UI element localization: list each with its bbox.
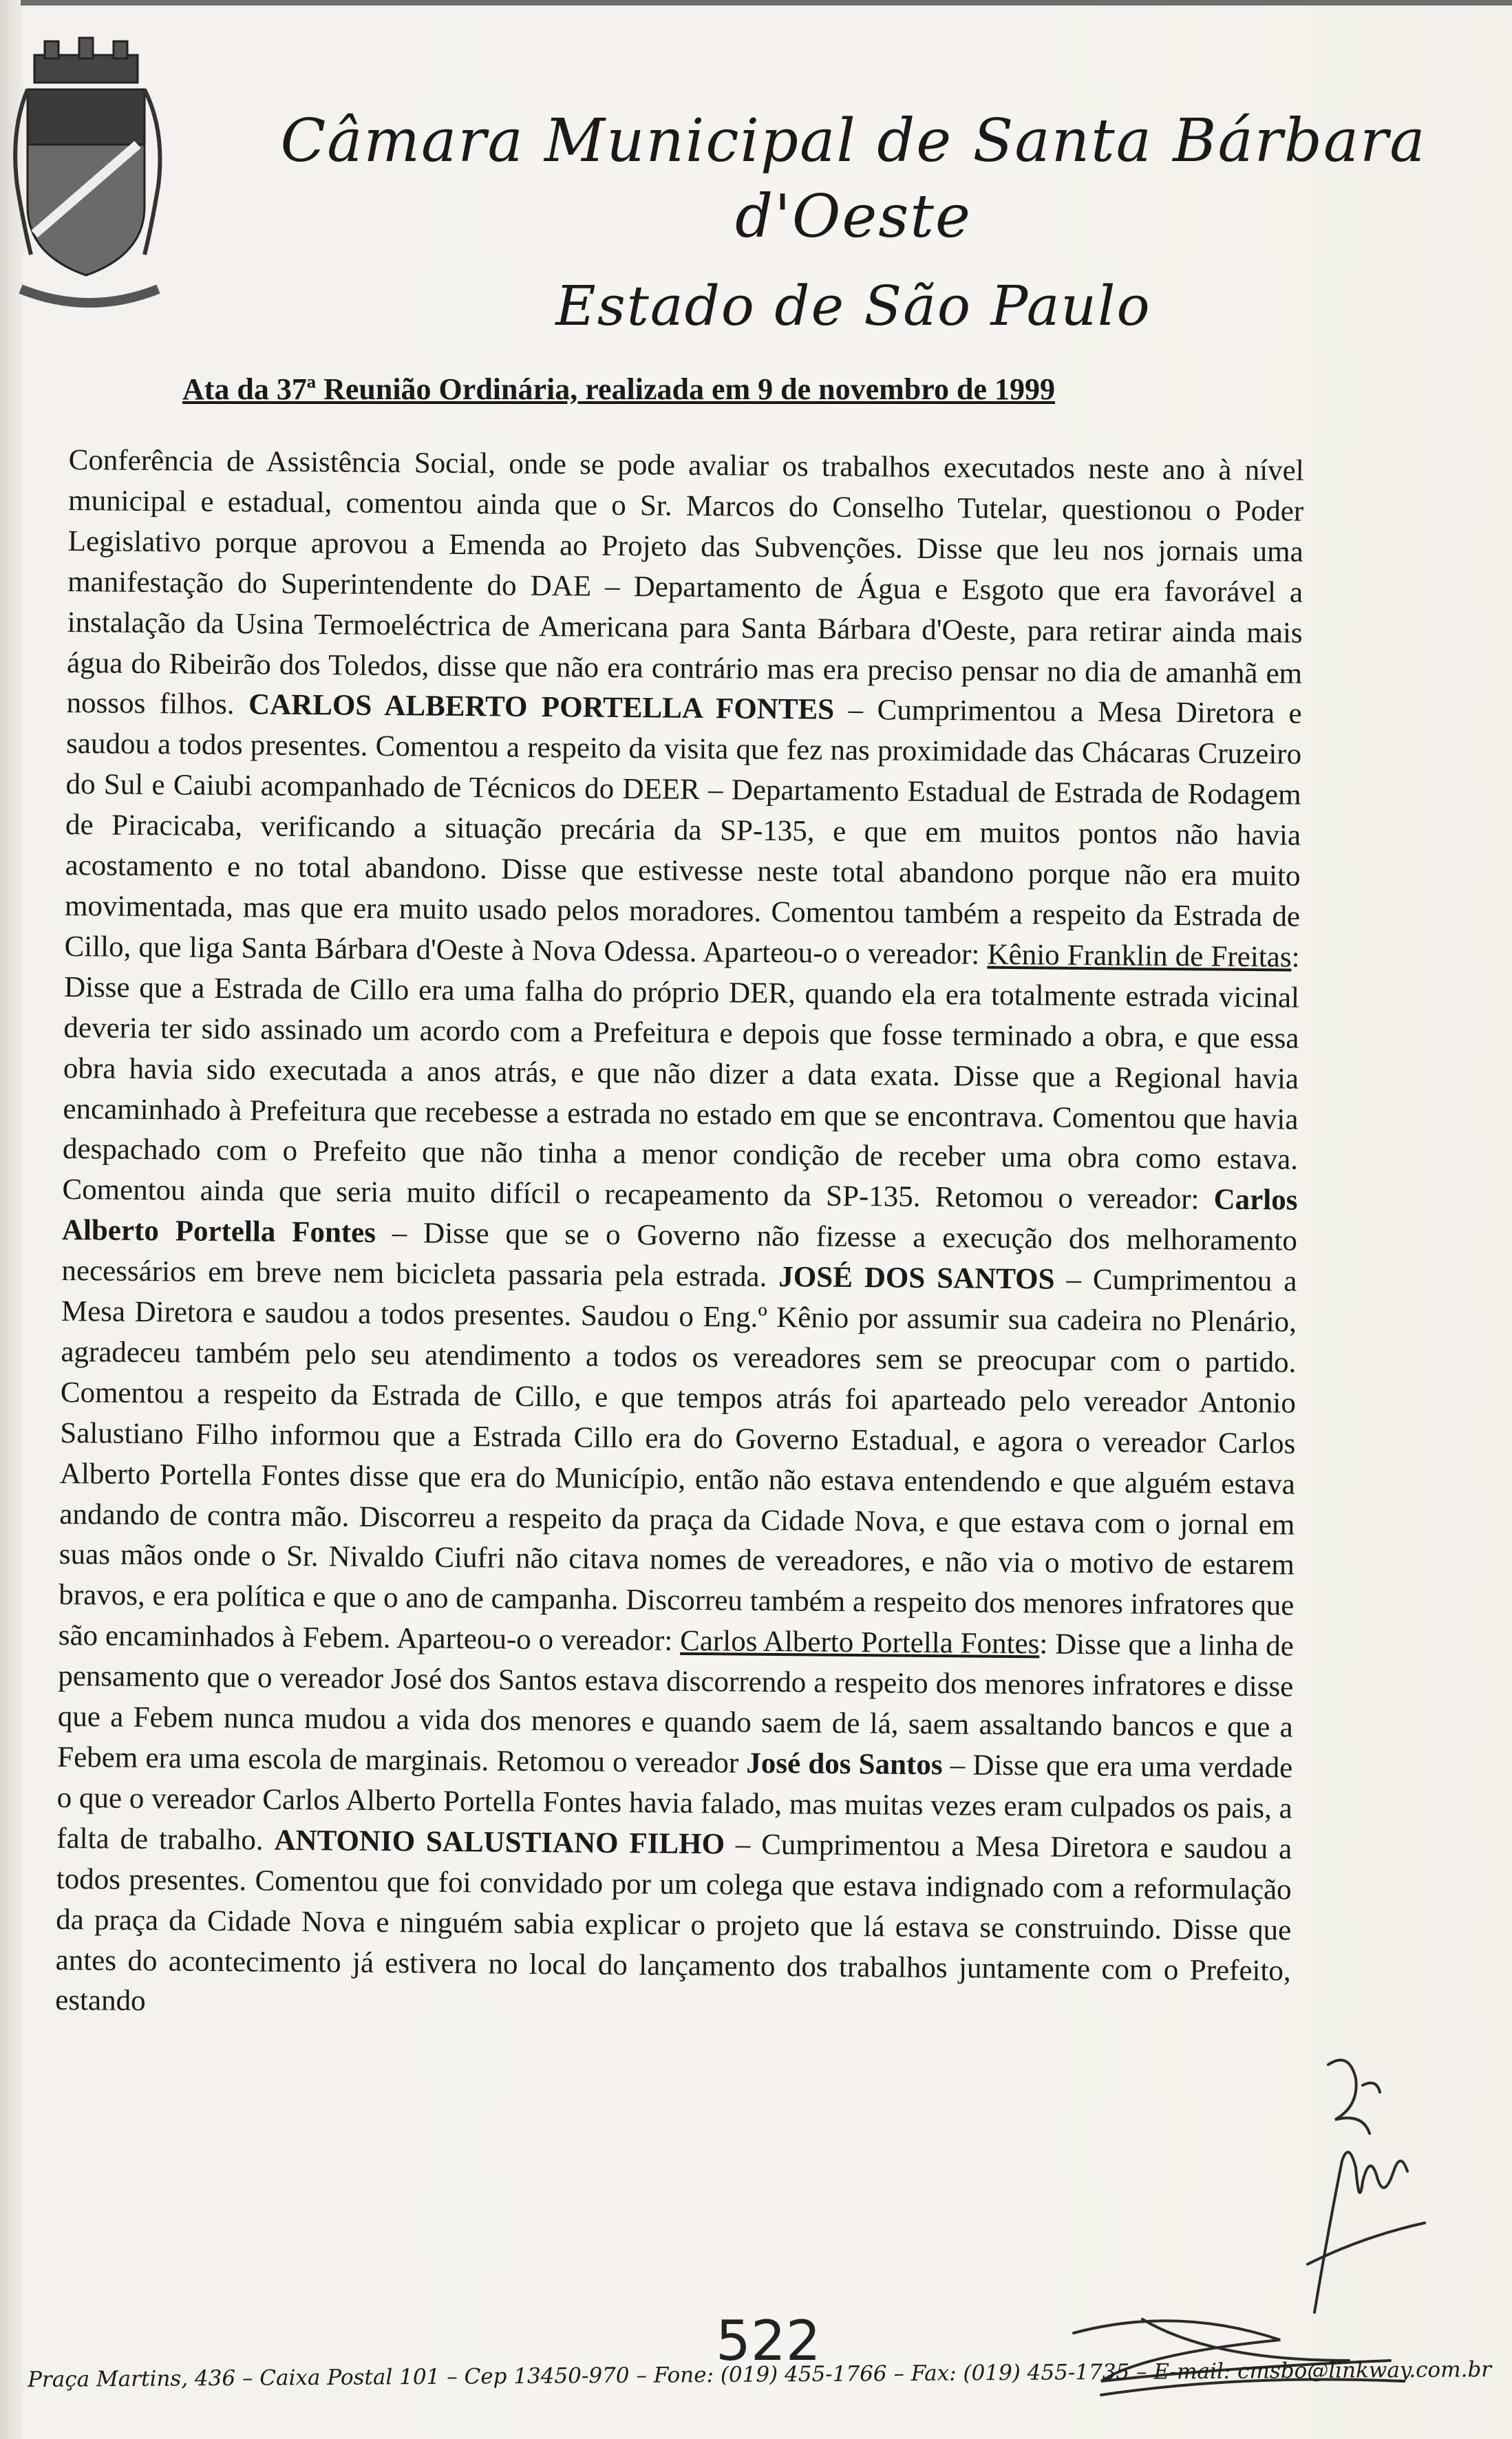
- speech-text: – Cumprimentou a Mesa Diretora e saudou a todos presentes. Comentou a respeito da visita que fez nas proximidade das Chácaras Cruzeiro do Sul e Caiubi acompanhado de Técnicos do DEER – Departamento Estadual de Estrada de Rodagem de Piracicaba, verificando a situação precária da SP-135, e que em muitos pontos não havia acostamento e no total abandono. Disse que estivesse neste total abandono porque não era muito movimentada, mas que era muito usado pelos moradores. Comentou também a respeito da Estrada de Cillo, que liga Santa Bárbara d'Oeste à Nova Odessa. Aparteou-o o vereador:: [64, 694, 1302, 971]
- resume-text: – Disse que era uma verdade o que o vereador Carlos Alberto Portella Fontes havia falado, mas muitas vezes eram culpados os pais, a falta de trabalho.: [56, 1749, 1293, 1857]
- speaker-name: ANTONIO SALUSTIANO FILHO: [274, 1824, 725, 1861]
- aparte-text: : Disse que a linha de pensamento que o vereador José dos Santos estava discorrendo a respeito dos menores infratores e disse que a Febem nunca mudou a vida dos menores e quando saem de lá, saem assaltando bancos e que a Febem era uma escola de marginais. Retomou o vereador: [57, 1628, 1294, 1780]
- resume-speaker-name: Carlos Alberto Portella Fontes: [61, 1183, 1298, 1250]
- top-edge-line: [21, 0, 1512, 6]
- minutes-paragraph: [55, 440, 1304, 2032]
- page-number: 522: [716, 2309, 821, 2373]
- resume-text: – Disse que se o Governo não fizesse a execução dos melhoramento necessários em breve nem bicicleta passaria pela estrada.: [61, 1217, 1298, 1294]
- paragraph-opening: Conferência de Assistência Social, onde se pode avaliar os trabalhos executados neste ano à nível municipal e estadual, comentou ainda que o Sr. Marcos do Conselho Tutelar, questionou o Poder Legislativo porque aprovou a Emenda ao Projeto das Subvenções. Disse que leu nos jornais uma manifestação do Superintendente do DAE – Departamento de Água e Esgoto que era favorável a instalação da Usina Termoeléctrica de Americana para Santa Bárbara d'Oeste, para retirar ainda mais água do Ribeirão dos Toledos, disse que não era contrário mas era preciso pensar no dia de amanhã em nossos filhos.: [66, 443, 1304, 721]
- aparte-speaker-name: Kênio Franklin de Freitas: [987, 938, 1292, 974]
- speech-text: – Cumprimentou a Mesa Diretora e saudou a todos presentes. Comentou que foi convidado por um colega que estava indignado com a reformulação da praça da Cidade Nova e ninguém sabia explicar o projeto que lá estava se construindo. Disse que antes do acontecimento já estivera no local do lançamento dos trabalhos juntamente com o Prefeito, estando: [55, 1828, 1292, 2018]
- speaker-name: JOSÉ DOS SANTOS: [778, 1261, 1055, 1296]
- speech-text: – Cumprimentou a Mesa Diretora e saudou a todos presentes. Saudou o Eng.º Kênio por assumir sua cadeira no Plenário, agradeceu também pelo seu atendimento a todos os vereadores sem se preocupar com o partido. Comentou a respeito da Estrada de Cillo, e que tempos atrás foi aparteado pelo vereador Antonio Salustiano Filho informou que a Estrada Cillo era do Governo Estadual, e agora o vereador Carlos Alberto Portella Fontes disse que era do Município, então não estava entendendo e que alguém estava andando de contra mão. Discorreu a respeito da praça da Cidade Nova, e que estava com o jornal em suas mãos onde o Sr. Nivaldo Ciufri não citava nomes de vereadores, e não via o motivo de estarem bravos, e era política e que o ano de campanha. Discorreu também a respeito dos menores infratores que são encaminhados à Febem. Aparteou-o o vereador:: [58, 1263, 1297, 1658]
- aparte-text: : Disse que a Estrada de Cillo era uma falha do próprio DER, quando ela era totalmente estrada vicinal deveria ter sido assinado um acordo com a Prefeitura e depois que fosse terminado a obra, e que essa obra havia sido executada a anos atrás, e que não dizer a data exata. Disse que a Regional havia encaminhado à Prefeitura que recebesse a estrada no estado em que se encontrava. Comentou que havia despachado com o Prefeito que não tinha a menor condição de receber uma obra como estava. Comentou ainda que seria muito difícil o recapeamento da SP-135. Retomou o vereador:: [62, 941, 1300, 1216]
- minutes-title: Ata da 37ª Reunião Ordinária, realizada em 9 de novembro de 1999: [182, 372, 1055, 406]
- municipal-coat-of-arms-icon: [7, 28, 172, 323]
- letterhead-state: Estado de São Paulo: [555, 274, 1151, 338]
- letterhead: [227, 103, 1480, 344]
- resume-speaker-name: José dos Santos: [746, 1747, 943, 1782]
- minutes-body: [55, 440, 1304, 2032]
- letterhead-chamber-name: Câmara Municipal de Santa Bárbara d'Oeste: [280, 107, 1427, 251]
- handwritten-initials-signature: [1287, 2037, 1452, 2326]
- aparte-speaker-name: Carlos Alberto Portella Fontes: [679, 1625, 1040, 1661]
- speaker-name: CARLOS ALBERTO PORTELLA FONTES: [248, 688, 835, 727]
- handwritten-signature-scribble: [1060, 2292, 1418, 2422]
- letterhead-footer-address: Praça Martins, 436 – Caixa Postal 101 – Cep 13450-970 – Fone: (019) 455-1766 – Fax: (019) 455-1735 – E-mail: cmsbo@linkway.com.br: [28, 2357, 1492, 2392]
